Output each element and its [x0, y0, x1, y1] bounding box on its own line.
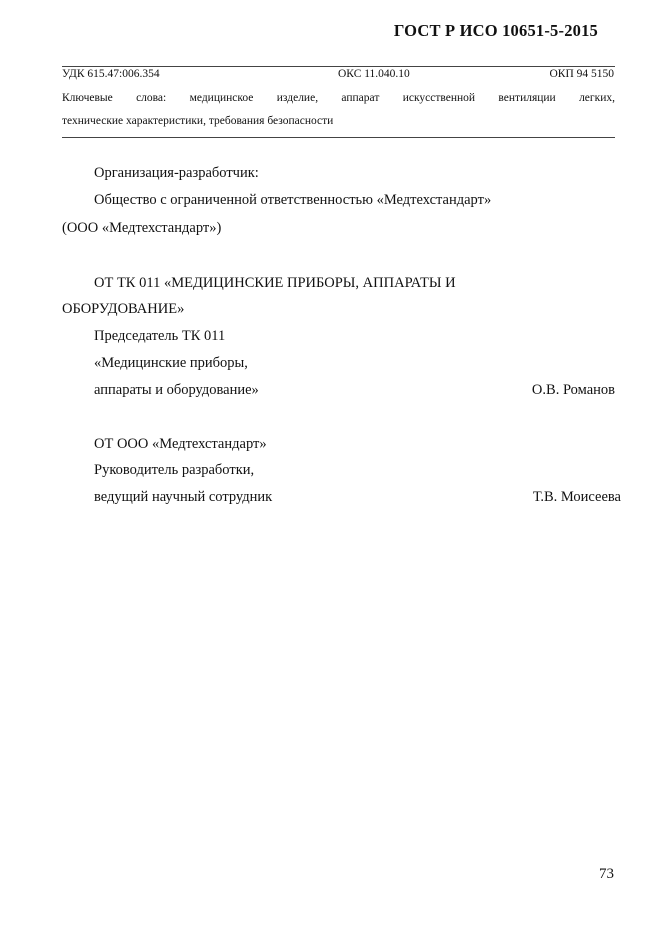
udk-code: УДК 615.47:006.354 — [62, 68, 160, 80]
page-number: 73 — [599, 866, 614, 882]
company-signatory-name: Т.В. Моисеева — [532, 489, 621, 505]
tk-position-line-1: Председатель ТК 011 — [94, 328, 226, 344]
tk-position-line-2: «Медицинские приборы, — [94, 355, 248, 371]
tk-organization-line-2: ОБОРУДОВАНИЕ» — [62, 301, 185, 317]
tk-signatory-name: О.В. Романов — [531, 382, 615, 398]
oks-code: ОКС 11.040.10 — [338, 68, 410, 80]
developer-short-name: (ООО «Медтехстандарт») — [62, 220, 222, 236]
company-organization: ОТ ООО «Медтехстандарт» — [94, 436, 267, 452]
keywords-line-2: технические характеристики, требования безопасности — [62, 115, 334, 127]
okp-code: ОКП 94 5150 — [549, 68, 614, 80]
top-divider — [62, 66, 615, 67]
tk-organization-line-1: ОТ ТК 011 «МЕДИЦИНСКИЕ ПРИБОРЫ, АППАРАТЫ И — [94, 275, 456, 291]
bottom-divider — [62, 137, 615, 138]
developer-name: Общество с ограниченной ответственностью «Медтехстандарт» — [94, 192, 492, 208]
standard-designation: ГОСТ Р ИСО 10651-5-2015 — [393, 21, 598, 40]
tk-position-line-3: аппараты и оборудование» — [94, 382, 259, 398]
company-position-line-2: ведущий научный сотрудник — [94, 489, 273, 505]
company-position-line-1: Руководитель разработки, — [94, 462, 255, 478]
developer-label: Организация-разработчик: — [94, 165, 259, 181]
keywords-line-1: Ключевые слова: медицинское изделие, аппарат искусственной вентиляции легких, — [62, 92, 615, 104]
